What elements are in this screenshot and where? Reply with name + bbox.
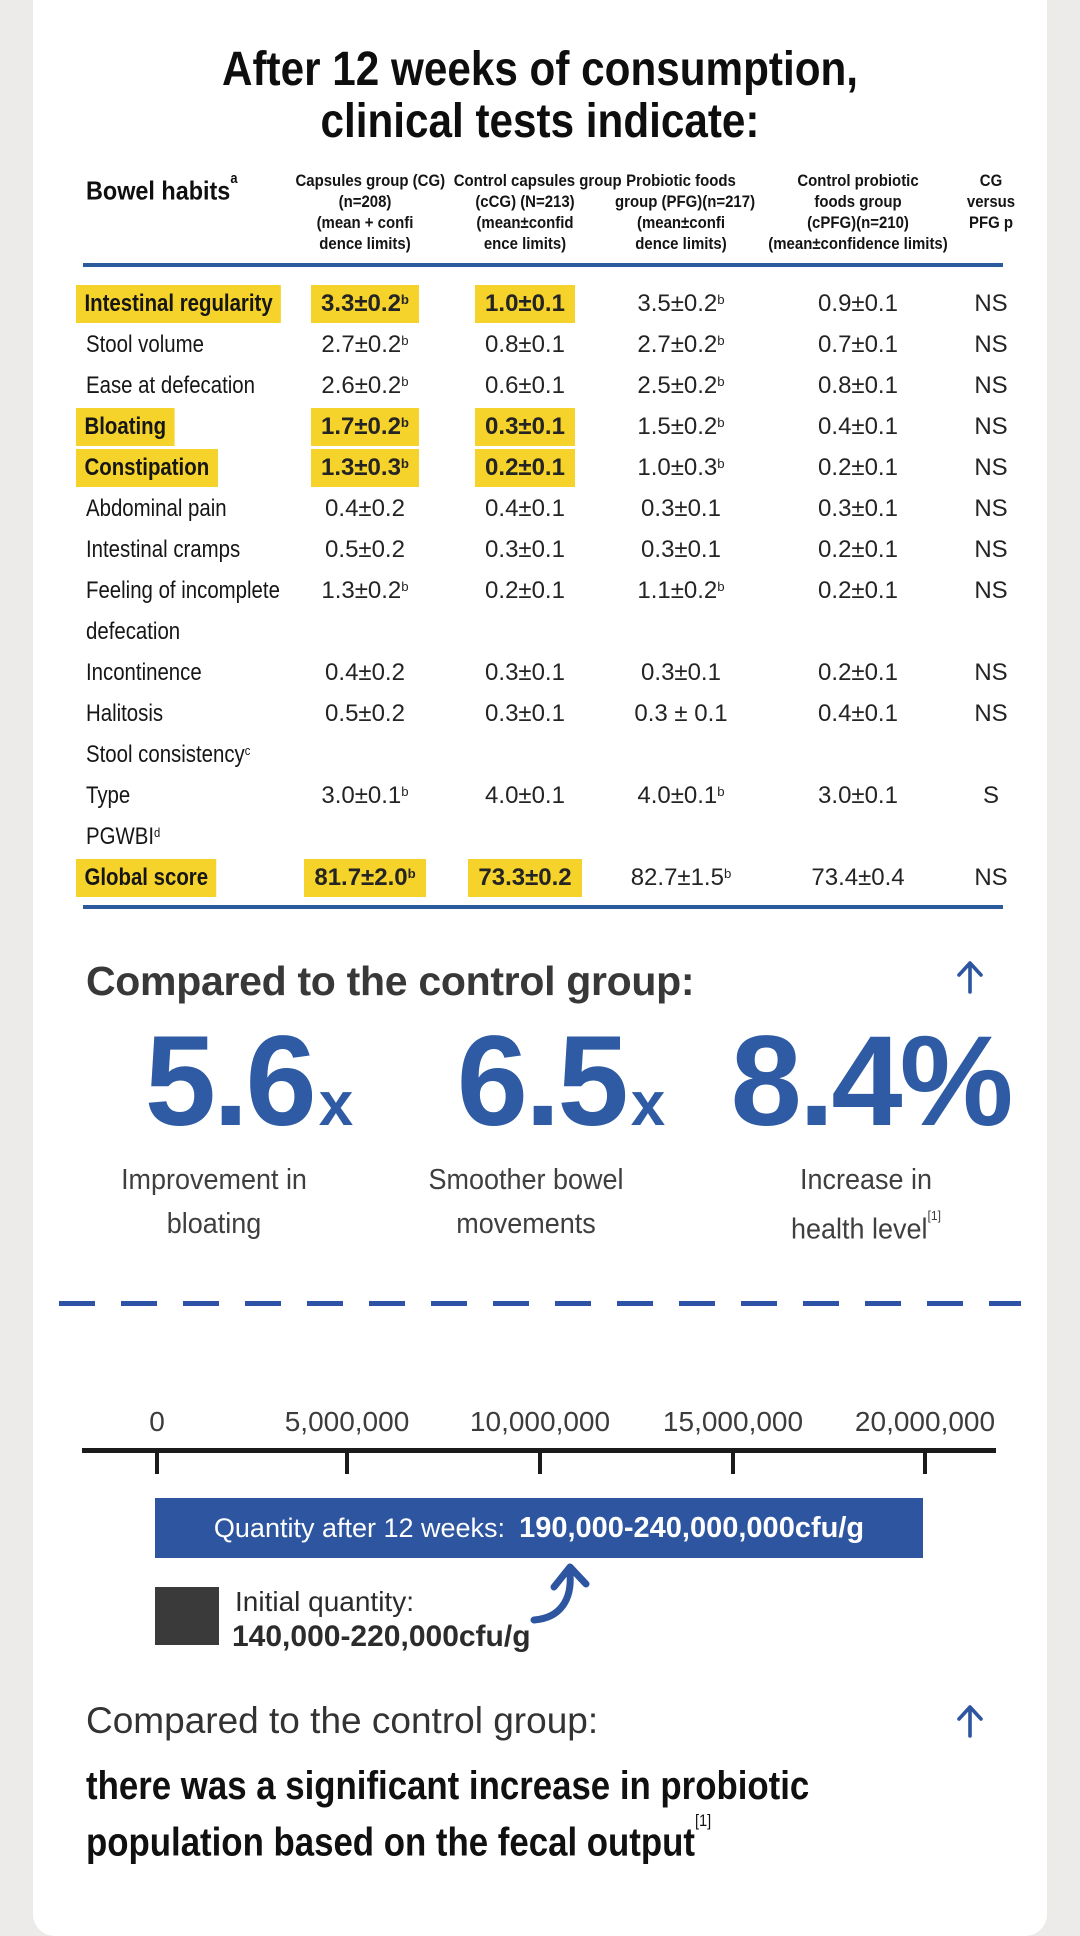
axis-tick-label: 10,000,000 (469, 1406, 611, 1437)
table-body (86, 283, 1022, 898)
table-row (86, 488, 1022, 529)
value-cell: 0.2±0.1 (485, 576, 565, 604)
table-row (86, 570, 1022, 611)
row-label-cell: Constipation (86, 449, 286, 487)
stat-suffix: % (899, 1010, 1012, 1153)
table-header-cell: Probiotic foods group (PFG)(n=217) (mean±confi dence limits) (615, 171, 756, 253)
up-arrow-icon (954, 1704, 986, 1738)
reference-marker: [1] (927, 1208, 941, 1224)
value-cell: 1.0±0.3$^b$ (637, 453, 725, 481)
dashed-divider (59, 1301, 1021, 1306)
table-row (86, 283, 1022, 324)
value-cell: 3.0±0.1 (818, 781, 898, 809)
quantity-after-12-weeks-bar (155, 1498, 923, 1558)
value-cell: 82.7±1.5$^b$ (630, 863, 732, 891)
value-cell: 4.0±0.1$^b$ (637, 781, 725, 809)
value-cell: NS (974, 453, 1008, 481)
stat-suffix: x (630, 1070, 666, 1139)
table-row (86, 324, 1022, 365)
table-bottom-rule (83, 905, 1003, 909)
table-header-cell: Control capsules group (cCG) (N=213) (mean±confid ence limits) (453, 171, 622, 253)
statement-line-2: population based on the fecal output[1] (86, 1810, 712, 1865)
value-cell: 1.0±0.1 (444, 285, 606, 323)
stat-label-line: Improvement in (121, 1164, 307, 1196)
stat-label-line: Increase in (800, 1164, 932, 1196)
curved-up-arrow-icon (530, 1560, 594, 1624)
value-cell: 0.4±0.2 (325, 494, 405, 522)
value-cell: NS (974, 371, 1008, 399)
title-line-2: clinical tests indicate: (320, 95, 760, 148)
infographic-card (33, 0, 1047, 1936)
value-cell: 3.5±0.2$^b$ (637, 289, 725, 317)
value-cell: S (982, 781, 999, 809)
row-label-cell: Type (86, 781, 131, 809)
value-cell: 1.3±0.3$^b$ (286, 449, 444, 487)
table-row (86, 406, 1022, 447)
table-header-cell: CG versus PFG p (966, 171, 1016, 232)
stat-label-line: movements (456, 1208, 596, 1240)
value-cell: NS (974, 658, 1008, 686)
value-cell: 73.3±0.2 (444, 859, 606, 897)
row-label-cell: defecation (86, 617, 181, 645)
stat-number: 5.6 (144, 1010, 314, 1153)
axis-tick-label: 15,000,000 (662, 1406, 804, 1437)
legend-label: Initial quantity: (235, 1586, 414, 1617)
row-label-cell: Global score (86, 859, 286, 897)
up-arrow-icon (954, 960, 986, 994)
stat-label-line: health level[1] (791, 1208, 941, 1246)
stat-number: 6.5 (456, 1010, 626, 1153)
value-cell: 3.3±0.2$^b$ (286, 285, 444, 323)
value-cell: 81.7±2.0$^b$ (286, 859, 444, 897)
stats-heading: Compared to the control group: (86, 958, 695, 1004)
title-line-1: After 12 weeks of consumption, (221, 43, 859, 96)
value-cell: 1.5±0.2$^b$ (637, 412, 725, 440)
stat-bloating-label (114, 1158, 314, 1246)
row-label-cell: PGWBI$^d$ (86, 822, 161, 850)
value-cell: NS (974, 289, 1008, 317)
value-cell: NS (974, 330, 1008, 358)
value-cell: 0.6±0.1 (485, 371, 565, 399)
value-cell: NS (974, 535, 1008, 563)
table-row (86, 611, 1022, 652)
table-row (86, 734, 1022, 775)
reference-marker: [1] (694, 1810, 712, 1830)
table-header-bowel-habits: Bowel habits$^a$ (86, 170, 238, 206)
footer-heading: Compared to the control group: (86, 1700, 599, 1741)
table-row (86, 365, 1022, 406)
value-cell: NS (974, 576, 1008, 604)
stat-health-label (785, 1158, 946, 1252)
initial-quantity-swatch (155, 1587, 219, 1645)
row-label-cell: Abdominal pain (86, 494, 227, 522)
table-header-cell: Capsules group (CG) (n=208) (mean + confi dence limits) (295, 171, 446, 253)
table-header-row (86, 170, 1022, 254)
value-cell: 3.0±0.1$^b$ (321, 781, 409, 809)
stat-bloating-value (144, 1010, 354, 1165)
value-cell: 2.7±0.2$^b$ (637, 330, 725, 358)
stat-bowel-value (456, 1010, 666, 1165)
value-cell: 0.2±0.1 (818, 453, 898, 481)
row-label-cell: Intestinal cramps (86, 535, 241, 563)
stat-label-line: bloating (166, 1208, 262, 1240)
table-row (86, 857, 1022, 898)
table-row (86, 775, 1022, 816)
value-cell: 2.6±0.2$^b$ (321, 371, 409, 399)
value-cell: 1.7±0.2$^b$ (286, 408, 444, 446)
row-label-cell: Stool volume (86, 330, 204, 358)
row-label-cell: Halitosis (86, 699, 164, 727)
value-cell: 0.3±0.1 (641, 658, 721, 686)
row-label-cell: Bloating (86, 408, 286, 446)
table-row (86, 529, 1022, 570)
value-cell: 0.3±0.1 (818, 494, 898, 522)
value-cell: 1.3±0.2$^b$ (321, 576, 409, 604)
stat-number: 8.4 (730, 1010, 900, 1153)
axis-tick (155, 1453, 159, 1474)
footer-statement (86, 1762, 917, 1867)
value-cell: 0.3±0.1 (641, 494, 721, 522)
value-cell: NS (974, 863, 1008, 891)
value-cell: 73.4±0.4 (811, 863, 905, 891)
statement-line-1: there was a significant increase in probiotic (86, 1764, 810, 1808)
value-cell: 0.8±0.1 (818, 371, 898, 399)
axis-tick-label: 5,000,000 (284, 1406, 410, 1437)
value-cell: 0.2±0.1 (818, 658, 898, 686)
row-label-cell: Stool consistency$^c$ (86, 740, 251, 768)
table-row (86, 447, 1022, 488)
value-cell: 2.5±0.2$^b$ (637, 371, 725, 399)
value-cell: 0.8±0.1 (485, 330, 565, 358)
value-cell: 0.5±0.2 (325, 535, 405, 563)
stat-health-value (730, 1010, 1012, 1153)
page-title (33, 44, 1047, 148)
table-top-rule (83, 263, 1003, 267)
table-row (86, 816, 1022, 857)
value-cell: 0.2±0.1 (818, 535, 898, 563)
value-cell: 0.7±0.1 (818, 330, 898, 358)
axis-tick (538, 1453, 542, 1474)
table-row (86, 652, 1022, 693)
axis-tick (345, 1453, 349, 1474)
value-cell: 0.4±0.1 (818, 699, 898, 727)
value-cell: 4.0±0.1 (485, 781, 565, 809)
axis-tick-label: 0 (149, 1406, 165, 1437)
value-cell: 0.2±0.1 (818, 576, 898, 604)
value-cell: 0.3±0.1 (485, 658, 565, 686)
value-cell: 0.5±0.2 (325, 699, 405, 727)
value-cell: 0.9±0.1 (818, 289, 898, 317)
stat-label-line: Smoother bowel (428, 1164, 624, 1196)
value-cell: 0.4±0.1 (818, 412, 898, 440)
row-label-cell: Incontinence (86, 658, 202, 686)
bar-value: 190,000-240,000,000cfu/g (519, 1511, 865, 1544)
value-cell: 2.7±0.2$^b$ (321, 330, 409, 358)
value-cell: NS (974, 699, 1008, 727)
value-cell: 0.3 ± 0.1 (634, 699, 728, 727)
value-cell: 0.3±0.1 (641, 535, 721, 563)
value-cell: 1.1±0.2$^b$ (637, 576, 725, 604)
value-cell: 0.4±0.1 (485, 494, 565, 522)
axis-tick (731, 1453, 735, 1474)
stat-bowel-label (421, 1158, 631, 1246)
row-label-cell: Feeling of incomplete (86, 576, 280, 604)
value-cell: NS (974, 412, 1008, 440)
table-header-cell: Control probiotic foods group (cPFG)(n=210) (mean±confidence limits) (768, 171, 948, 253)
value-cell: 0.3±0.1 (485, 535, 565, 563)
stat-suffix: x (318, 1070, 354, 1139)
value-cell: 0.3±0.1 (444, 408, 606, 446)
row-label-cell: Ease at defecation (86, 371, 255, 399)
axis-tick (923, 1453, 927, 1474)
legend-value: 140,000-220,000cfu/g (232, 1620, 531, 1653)
bar-label: Quantity after 12 weeks: (213, 1512, 506, 1543)
row-label-cell: Intestinal regularity (86, 285, 286, 323)
table-row (86, 693, 1022, 734)
axis-tick-label: 20,000,000 (854, 1406, 996, 1437)
value-cell: NS (974, 494, 1008, 522)
value-cell: 0.2±0.1 (444, 449, 606, 487)
value-cell: 0.3±0.1 (485, 699, 565, 727)
value-cell: 0.4±0.2 (325, 658, 405, 686)
